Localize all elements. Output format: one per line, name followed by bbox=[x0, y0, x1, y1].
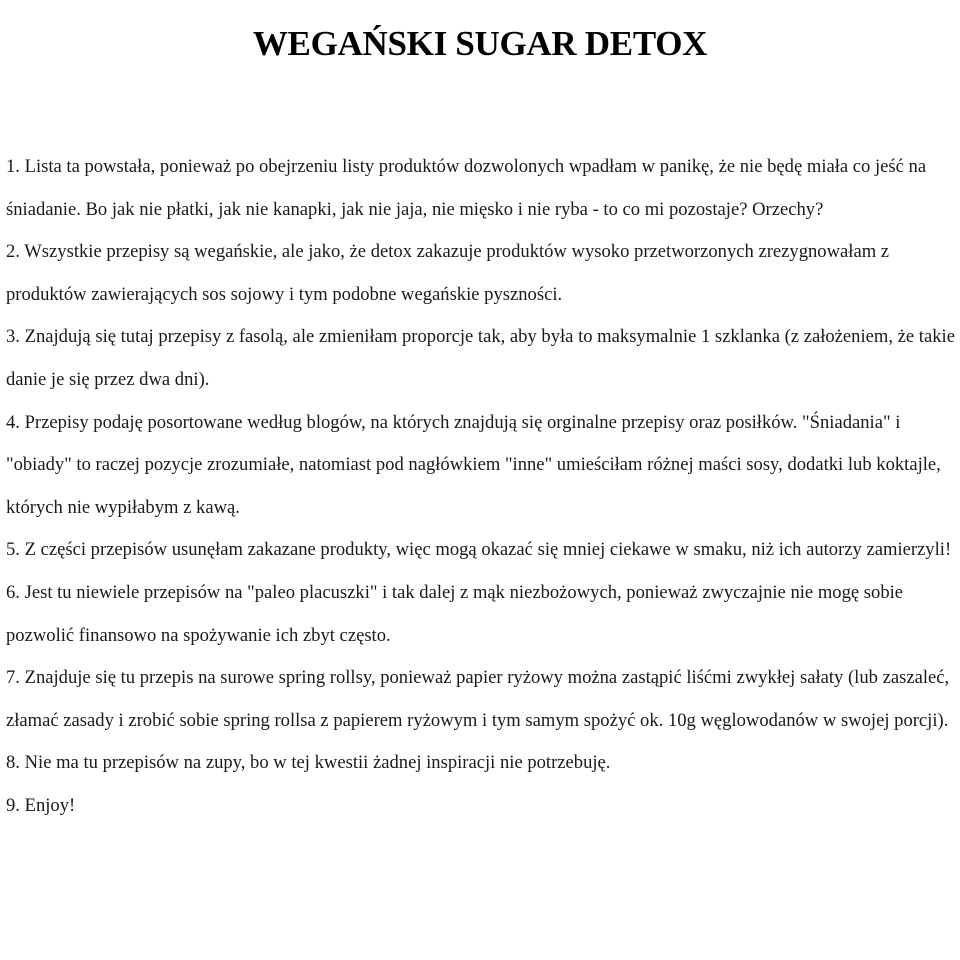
list-item-4: 4. Przepisy podaję posortowane według blogów, na których znajdują się orginalne przepisy oraz posiłków. "Śniadania" i "obiady" to raczej pozycje zrozumiałe, natomiast pod nagłówkiem "inne" umieściłam różnej maści sosy, dodatki lub koktajle, których nie wypiłabym z kawą. bbox=[6, 411, 941, 518]
list-item-3: 3. Znajdują się tutaj przepisy z fasolą, ale zmieniłam proporcje tak, aby była to maksymalnie 1 szklanka (z założeniem, że takie danie je się przez dwa dni). bbox=[6, 326, 955, 390]
list-item-9: 9. Enjoy! bbox=[6, 794, 76, 816]
notes-list bbox=[6, 146, 956, 828]
list-item-2: 2. Wszystkie przepisy są wegańskie, ale jako, że detox zakazuje produktów wysoko przetworzonych zrezygnowałam z produktów zawierających sos sojowy i tym podobne wegańskie pyszności. bbox=[6, 241, 890, 305]
list-item-7: 7. Znajduje się tu przepis na surowe spring rollsy, ponieważ papier ryżowy można zastąpić liśćmi zwykłej sałaty (lub zaszaleć, złamać zasady i zrobić sobie spring rollsa z papierem ryżowym i tym samym spożyć ok. 10g węglowodanów w swojej porcji). bbox=[6, 667, 950, 731]
list-item-8: 8. Nie ma tu przepisów na zupy, bo w tej kwestii żadnej inspiracji nie potrzebuję. bbox=[6, 752, 611, 774]
list-item-1: 1. Lista ta powstała, ponieważ po obejrzeniu listy produktów dozwolonych wpadłam w panikę, że nie będę miała co jeść na śniadanie. Bo jak nie płatki, jak nie kanapki, jak nie jaja, nie mięsko i nie ryba - to co mi pozostaje? Orzechy? bbox=[6, 156, 927, 220]
page-title: WEGAŃSKI SUGAR DETOX bbox=[252, 24, 708, 64]
list-item-6: 6. Jest tu niewiele przepisów na "paleo placuszki" i tak dalej z mąk niezbożowych, ponieważ zwyczajnie nie mogę sobie pozwolić finansowo na spożywanie ich zbyt często. bbox=[6, 581, 904, 646]
list-item-5: 5. Z części przepisów usunęłam zakazane produkty, więc mogą okazać się mniej ciekawe w smaku, niż ich autorzy zamierzyli! bbox=[6, 539, 952, 561]
